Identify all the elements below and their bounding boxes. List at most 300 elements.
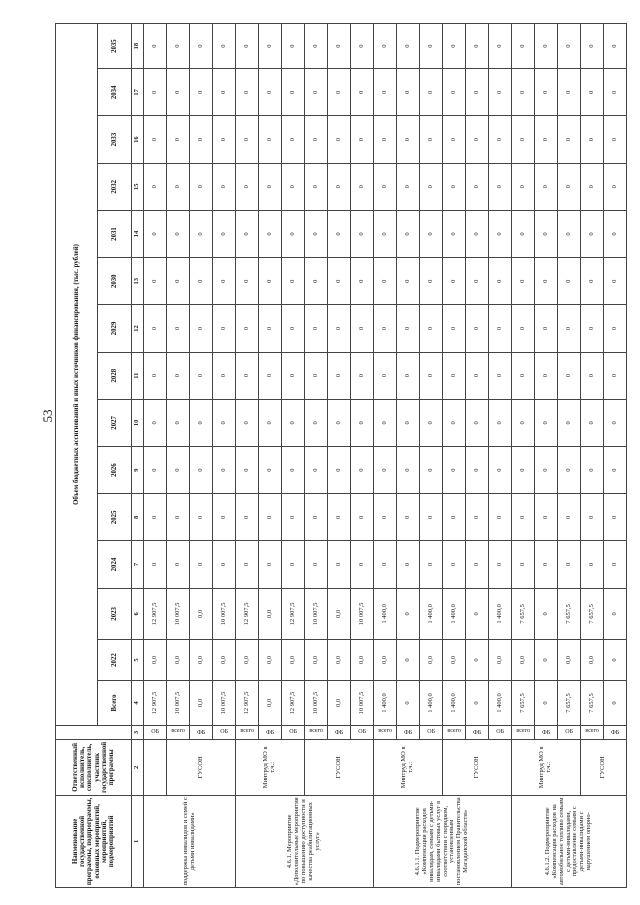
- header-year-2031: 2031: [98, 210, 132, 257]
- cell-2031: 0: [305, 210, 328, 257]
- cell-2030: 0: [213, 258, 236, 305]
- cell-2027: 0: [443, 399, 466, 446]
- cell-2035: 0: [213, 24, 236, 69]
- row-funding-source: [259, 725, 282, 739]
- cell-2024: 0: [512, 541, 535, 588]
- cell-2030: 0: [489, 258, 512, 305]
- cell-2033: 0: [420, 116, 443, 163]
- header-year-2026: 2026: [98, 447, 132, 494]
- row-funding-source: [397, 725, 420, 739]
- cell-2034: 0: [144, 69, 167, 116]
- cell-2030: 0: [167, 258, 190, 305]
- cell-2033: 0: [512, 116, 535, 163]
- cell-total: 10 007,5: [213, 680, 236, 725]
- row-funding-source: [213, 725, 236, 739]
- cell-2032: 0: [190, 163, 213, 210]
- cell-2031: 0: [535, 210, 558, 257]
- cell-2025: 0: [328, 494, 351, 541]
- row-funding-source-label: ФБ: [472, 729, 481, 736]
- cell-2031: 0: [167, 210, 190, 257]
- cell-2025: 0: [282, 494, 305, 541]
- cell-2031: 0: [512, 210, 535, 257]
- cell-2033: 0: [144, 116, 167, 163]
- cell-2034: 0: [167, 69, 190, 116]
- cell-total: 1 400,0: [374, 680, 397, 725]
- cell-2025: 0: [512, 494, 535, 541]
- cell-2022: 0,0: [144, 640, 167, 681]
- cell-2022: 0,0: [190, 640, 213, 681]
- cell-2023: 1 400,0: [374, 588, 397, 640]
- row-funding-source-label: ОБ: [150, 729, 159, 736]
- cell-2034: 0: [236, 69, 259, 116]
- cell-2028: 0: [535, 352, 558, 399]
- cell-2035: 0: [397, 24, 420, 69]
- cell-2022: 0,0: [236, 640, 259, 681]
- row-executor: Минтруд МО в т.ч.:: [512, 739, 581, 795]
- cell-2029: 0: [420, 305, 443, 352]
- cell-2031: 0: [581, 210, 604, 257]
- cell-2032: 0: [328, 163, 351, 210]
- cell-2026: 0: [213, 447, 236, 494]
- cell-2034: 0: [213, 69, 236, 116]
- cell-2028: 0: [489, 352, 512, 399]
- header-year-2024: 2024: [98, 541, 132, 588]
- cell-2025: 0: [236, 494, 259, 541]
- cell-2032: 0: [236, 163, 259, 210]
- cell-2035: 0: [581, 24, 604, 69]
- row-executor: Минтруд МО в т.ч.:: [236, 739, 305, 795]
- cell-2028: 0: [420, 352, 443, 399]
- cell-2032: 0: [213, 163, 236, 210]
- cell-total: 10 007,5: [305, 680, 328, 725]
- table-row: [305, 24, 328, 888]
- cell-total: 1 400,0: [420, 680, 443, 725]
- cell-2029: 0: [351, 305, 374, 352]
- cell-2022: 0,0: [282, 640, 305, 681]
- cell-2025: 0: [489, 494, 512, 541]
- cell-2026: 0: [328, 447, 351, 494]
- cell-2025: 0: [397, 494, 420, 541]
- header-year-2023: 2023: [98, 588, 132, 640]
- cell-2033: 0: [236, 116, 259, 163]
- cell-2035: 0: [512, 24, 535, 69]
- row-funding-source: [190, 725, 213, 739]
- cell-2031: 0: [374, 210, 397, 257]
- header-year-2027: 2027: [98, 399, 132, 446]
- cell-2027: 0: [420, 399, 443, 446]
- header-column-number: 9: [132, 447, 144, 494]
- cell-2025: 0: [167, 494, 190, 541]
- cell-2025: 0: [374, 494, 397, 541]
- cell-2034: 0: [305, 69, 328, 116]
- cell-2034: 0: [535, 69, 558, 116]
- header-column-number: 5: [132, 640, 144, 681]
- cell-2026: 0: [351, 447, 374, 494]
- cell-2035: 0: [489, 24, 512, 69]
- row-funding-source-label: всего: [170, 728, 185, 735]
- cell-2033: 0: [351, 116, 374, 163]
- header-year-2030: 2030: [98, 258, 132, 305]
- cell-2033: 0: [374, 116, 397, 163]
- cell-2024: 0: [167, 541, 190, 588]
- cell-2028: 0: [259, 352, 282, 399]
- cell-2025: 0: [604, 494, 627, 541]
- cell-2030: 0: [328, 258, 351, 305]
- cell-2032: 0: [604, 163, 627, 210]
- cell-2025: 0: [420, 494, 443, 541]
- cell-2034: 0: [489, 69, 512, 116]
- cell-2035: 0: [236, 24, 259, 69]
- cell-2023: 7 657,5: [581, 588, 604, 640]
- cell-2027: 0: [558, 399, 581, 446]
- cell-2033: 0: [397, 116, 420, 163]
- header-column-number: 11: [132, 352, 144, 399]
- cell-2022: 0,0: [581, 640, 604, 681]
- cell-2031: 0: [420, 210, 443, 257]
- cell-2022: 0: [535, 640, 558, 681]
- cell-2029: 0: [443, 305, 466, 352]
- cell-2023: 10 007,5: [351, 588, 374, 640]
- cell-2028: 0: [581, 352, 604, 399]
- cell-2029: 0: [466, 305, 489, 352]
- row-funding-source: [443, 725, 466, 739]
- cell-2025: 0: [581, 494, 604, 541]
- cell-2033: 0: [443, 116, 466, 163]
- cell-2023: 10 007,5: [305, 588, 328, 640]
- cell-2035: 0: [351, 24, 374, 69]
- cell-2027: 0: [604, 399, 627, 446]
- cell-2034: 0: [581, 69, 604, 116]
- header-column-number: 14: [132, 210, 144, 257]
- cell-2033: 0: [282, 116, 305, 163]
- cell-2028: 0: [374, 352, 397, 399]
- cell-2031: 0: [144, 210, 167, 257]
- cell-2034: 0: [558, 69, 581, 116]
- row-program-name: 4.6.1.1. Подмероприятие «Компенсация расходов инвалидам, семьям с детьми-инвалидами бытовых услуг в соответствии с порядком, установленным постановлением Правительства Магаданской области»: [374, 795, 512, 887]
- table-row: [512, 24, 535, 888]
- cell-2029: 0: [489, 305, 512, 352]
- row-funding-source-label: ФБ: [196, 729, 205, 736]
- row-executor: ГУСОН: [581, 739, 627, 795]
- cell-2027: 0: [236, 399, 259, 446]
- cell-2024: 0: [604, 541, 627, 588]
- cell-2023: 10 007,5: [167, 588, 190, 640]
- table-row: [443, 24, 466, 888]
- cell-2023: 12 907,5: [282, 588, 305, 640]
- cell-2034: 0: [259, 69, 282, 116]
- cell-2029: 0: [328, 305, 351, 352]
- row-funding-source-label: ОБ: [495, 729, 504, 736]
- cell-2023: 0: [604, 588, 627, 640]
- header-year-2028: 2028: [98, 352, 132, 399]
- row-funding-source: [420, 725, 443, 739]
- cell-2028: 0: [328, 352, 351, 399]
- cell-2024: 0: [443, 541, 466, 588]
- cell-total: 0: [466, 680, 489, 725]
- cell-2030: 0: [305, 258, 328, 305]
- cell-2029: 0: [535, 305, 558, 352]
- header-source-column: [56, 725, 132, 739]
- header-year-2032: 2032: [98, 163, 132, 210]
- cell-2022: 0,0: [328, 640, 351, 681]
- cell-2033: 0: [305, 116, 328, 163]
- cell-2028: 0: [144, 352, 167, 399]
- cell-2028: 0: [167, 352, 190, 399]
- budget-table: [55, 23, 627, 888]
- cell-2031: 0: [236, 210, 259, 257]
- cell-2033: 0: [489, 116, 512, 163]
- cell-total: 0,0: [190, 680, 213, 725]
- cell-2022: 0,0: [305, 640, 328, 681]
- cell-2031: 0: [328, 210, 351, 257]
- cell-2032: 0: [282, 163, 305, 210]
- row-funding-source: [282, 725, 305, 739]
- cell-2035: 0: [443, 24, 466, 69]
- cell-2028: 0: [213, 352, 236, 399]
- cell-2022: 0,0: [351, 640, 374, 681]
- cell-2027: 0: [259, 399, 282, 446]
- cell-2022: 0,0: [167, 640, 190, 681]
- cell-2030: 0: [604, 258, 627, 305]
- cell-2031: 0: [489, 210, 512, 257]
- cell-total: 7 657,5: [512, 680, 535, 725]
- table-row: [374, 24, 397, 888]
- cell-2032: 0: [374, 163, 397, 210]
- cell-2030: 0: [512, 258, 535, 305]
- row-funding-source-label: ФБ: [334, 729, 343, 736]
- row-funding-source-label: ОБ: [219, 729, 228, 736]
- budget-table-body: [144, 24, 627, 888]
- cell-2028: 0: [466, 352, 489, 399]
- cell-2022: 0,0: [558, 640, 581, 681]
- cell-2034: 0: [351, 69, 374, 116]
- header-year-2029: 2029: [98, 305, 132, 352]
- cell-total: 12 907,5: [144, 680, 167, 725]
- header-column-number: 13: [132, 258, 144, 305]
- row-program-name: 4.6.1. Мероприятие «Дополнительные мероприятия по повышению доступности и качества реабилитационных услуг»: [236, 795, 374, 887]
- cell-2033: 0: [466, 116, 489, 163]
- row-funding-source-label: ОБ: [564, 729, 573, 736]
- cell-2022: 0: [604, 640, 627, 681]
- table-row: [144, 24, 167, 888]
- row-funding-source-label: всего: [239, 728, 254, 735]
- header-year-2033: 2033: [98, 116, 132, 163]
- cell-2029: 0: [374, 305, 397, 352]
- cell-2029: 0: [259, 305, 282, 352]
- cell-2027: 0: [190, 399, 213, 446]
- header-year-2022: 2022: [98, 640, 132, 681]
- row-executor: [144, 739, 167, 795]
- cell-2035: 0: [420, 24, 443, 69]
- cell-2030: 0: [535, 258, 558, 305]
- cell-2034: 0: [328, 69, 351, 116]
- cell-2028: 0: [351, 352, 374, 399]
- row-program-name: 4.6.1.2. Подмероприятие «Компенсация расходов на автомобильное топливо семьям с детьми-инвалидами, предоставление семьям с детьми-инвалидами с нарушением опорно-: [512, 795, 627, 887]
- cell-total: 10 007,5: [351, 680, 374, 725]
- cell-2035: 0: [604, 24, 627, 69]
- cell-2031: 0: [213, 210, 236, 257]
- cell-2031: 0: [190, 210, 213, 257]
- header-column-number: 17: [132, 69, 144, 116]
- cell-total: 7 657,5: [558, 680, 581, 725]
- cell-2023: 1 400,0: [489, 588, 512, 640]
- cell-2034: 0: [420, 69, 443, 116]
- row-executor: ГУСОН: [167, 739, 236, 795]
- cell-2033: 0: [167, 116, 190, 163]
- cell-2030: 0: [351, 258, 374, 305]
- cell-2027: 0: [351, 399, 374, 446]
- cell-2031: 0: [397, 210, 420, 257]
- cell-2033: 0: [558, 116, 581, 163]
- header-column-number: 4: [132, 680, 144, 725]
- page-number: 53: [40, 409, 55, 423]
- header-column-number: 1: [132, 795, 144, 887]
- cell-2035: 0: [374, 24, 397, 69]
- cell-total: 10 007,5: [167, 680, 190, 725]
- row-funding-source: [305, 725, 328, 739]
- cell-2023: 7 657,5: [558, 588, 581, 640]
- cell-2023: 0: [535, 588, 558, 640]
- cell-2029: 0: [190, 305, 213, 352]
- cell-2035: 0: [305, 24, 328, 69]
- cell-2032: 0: [443, 163, 466, 210]
- row-funding-source: [374, 725, 397, 739]
- row-funding-source-label: всего: [377, 728, 392, 735]
- row-funding-source: [489, 725, 512, 739]
- cell-total: 0: [535, 680, 558, 725]
- cell-2032: 0: [144, 163, 167, 210]
- cell-2035: 0: [259, 24, 282, 69]
- cell-2030: 0: [259, 258, 282, 305]
- cell-2033: 0: [213, 116, 236, 163]
- cell-2030: 0: [190, 258, 213, 305]
- cell-2029: 0: [512, 305, 535, 352]
- cell-total: 1 400,0: [443, 680, 466, 725]
- cell-2027: 0: [397, 399, 420, 446]
- cell-2022: 0,0: [489, 640, 512, 681]
- cell-2027: 0: [144, 399, 167, 446]
- cell-2028: 0: [397, 352, 420, 399]
- cell-2024: 0: [558, 541, 581, 588]
- cell-2024: 0: [581, 541, 604, 588]
- cell-2029: 0: [167, 305, 190, 352]
- cell-2034: 0: [190, 69, 213, 116]
- header-column-number: 10: [132, 399, 144, 446]
- header-name-column: Наименование государственной программы, подпрограммы, основных мероприятий, мероприятий, подмероприятий: [56, 795, 132, 887]
- cell-total: 7 657,5: [581, 680, 604, 725]
- cell-2032: 0: [259, 163, 282, 210]
- row-funding-source: [558, 725, 581, 739]
- cell-2023: 7 657,5: [512, 588, 535, 640]
- cell-2035: 0: [535, 24, 558, 69]
- cell-2025: 0: [351, 494, 374, 541]
- cell-2023: 0,0: [328, 588, 351, 640]
- cell-2028: 0: [236, 352, 259, 399]
- header-number-row: [132, 24, 144, 888]
- row-funding-source: [581, 725, 604, 739]
- cell-2031: 0: [604, 210, 627, 257]
- cell-2026: 0: [581, 447, 604, 494]
- cell-2035: 0: [466, 24, 489, 69]
- cell-2023: 1 400,0: [420, 588, 443, 640]
- cell-2027: 0: [167, 399, 190, 446]
- cell-2024: 0: [535, 541, 558, 588]
- cell-2035: 0: [328, 24, 351, 69]
- cell-2023: 0,0: [259, 588, 282, 640]
- header-column-number: 6: [132, 588, 144, 640]
- cell-2034: 0: [466, 69, 489, 116]
- header-column-number: 15: [132, 163, 144, 210]
- cell-2033: 0: [535, 116, 558, 163]
- cell-2032: 0: [558, 163, 581, 210]
- cell-2033: 0: [581, 116, 604, 163]
- cell-2030: 0: [282, 258, 305, 305]
- cell-2030: 0: [443, 258, 466, 305]
- cell-2022: 0,0: [512, 640, 535, 681]
- cell-2027: 0: [535, 399, 558, 446]
- cell-2024: 0: [420, 541, 443, 588]
- cell-2023: 0: [466, 588, 489, 640]
- cell-2029: 0: [558, 305, 581, 352]
- header-year-2034: 2034: [98, 69, 132, 116]
- cell-2028: 0: [190, 352, 213, 399]
- cell-2029: 0: [282, 305, 305, 352]
- cell-2030: 0: [144, 258, 167, 305]
- row-executor: ГУСОН: [443, 739, 512, 795]
- cell-2026: 0: [190, 447, 213, 494]
- header-column-number: 3: [132, 725, 144, 739]
- cell-2027: 0: [374, 399, 397, 446]
- cell-2024: 0: [374, 541, 397, 588]
- cell-2029: 0: [236, 305, 259, 352]
- cell-2026: 0: [259, 447, 282, 494]
- cell-2030: 0: [466, 258, 489, 305]
- row-funding-source-label: ФБ: [541, 729, 550, 736]
- cell-total: 0,0: [328, 680, 351, 725]
- cell-2030: 0: [397, 258, 420, 305]
- cell-2032: 0: [167, 163, 190, 210]
- cell-2022: 0,0: [259, 640, 282, 681]
- cell-2022: 0: [466, 640, 489, 681]
- cell-2023: 12 907,5: [236, 588, 259, 640]
- cell-2026: 0: [512, 447, 535, 494]
- row-funding-source-label: всего: [446, 728, 461, 735]
- cell-2027: 0: [305, 399, 328, 446]
- cell-total: 0: [397, 680, 420, 725]
- cell-2028: 0: [512, 352, 535, 399]
- cell-2025: 0: [259, 494, 282, 541]
- row-funding-source: [512, 725, 535, 739]
- cell-2033: 0: [190, 116, 213, 163]
- cell-2024: 0: [466, 541, 489, 588]
- cell-2032: 0: [397, 163, 420, 210]
- cell-2026: 0: [489, 447, 512, 494]
- row-funding-source-label: ФБ: [610, 729, 619, 736]
- cell-2028: 0: [305, 352, 328, 399]
- header-column-number: 8: [132, 494, 144, 541]
- cell-2035: 0: [558, 24, 581, 69]
- row-funding-source: [351, 725, 374, 739]
- cell-2032: 0: [351, 163, 374, 210]
- row-executor: Минтруд МО в т.ч.:: [374, 739, 443, 795]
- cell-2033: 0: [259, 116, 282, 163]
- table-row: [167, 24, 190, 888]
- row-funding-source-label: ОБ: [288, 729, 297, 736]
- cell-total: 0: [604, 680, 627, 725]
- row-funding-source-label: всего: [308, 728, 323, 735]
- row-funding-source-label: всего: [584, 728, 599, 735]
- cell-2024: 0: [190, 541, 213, 588]
